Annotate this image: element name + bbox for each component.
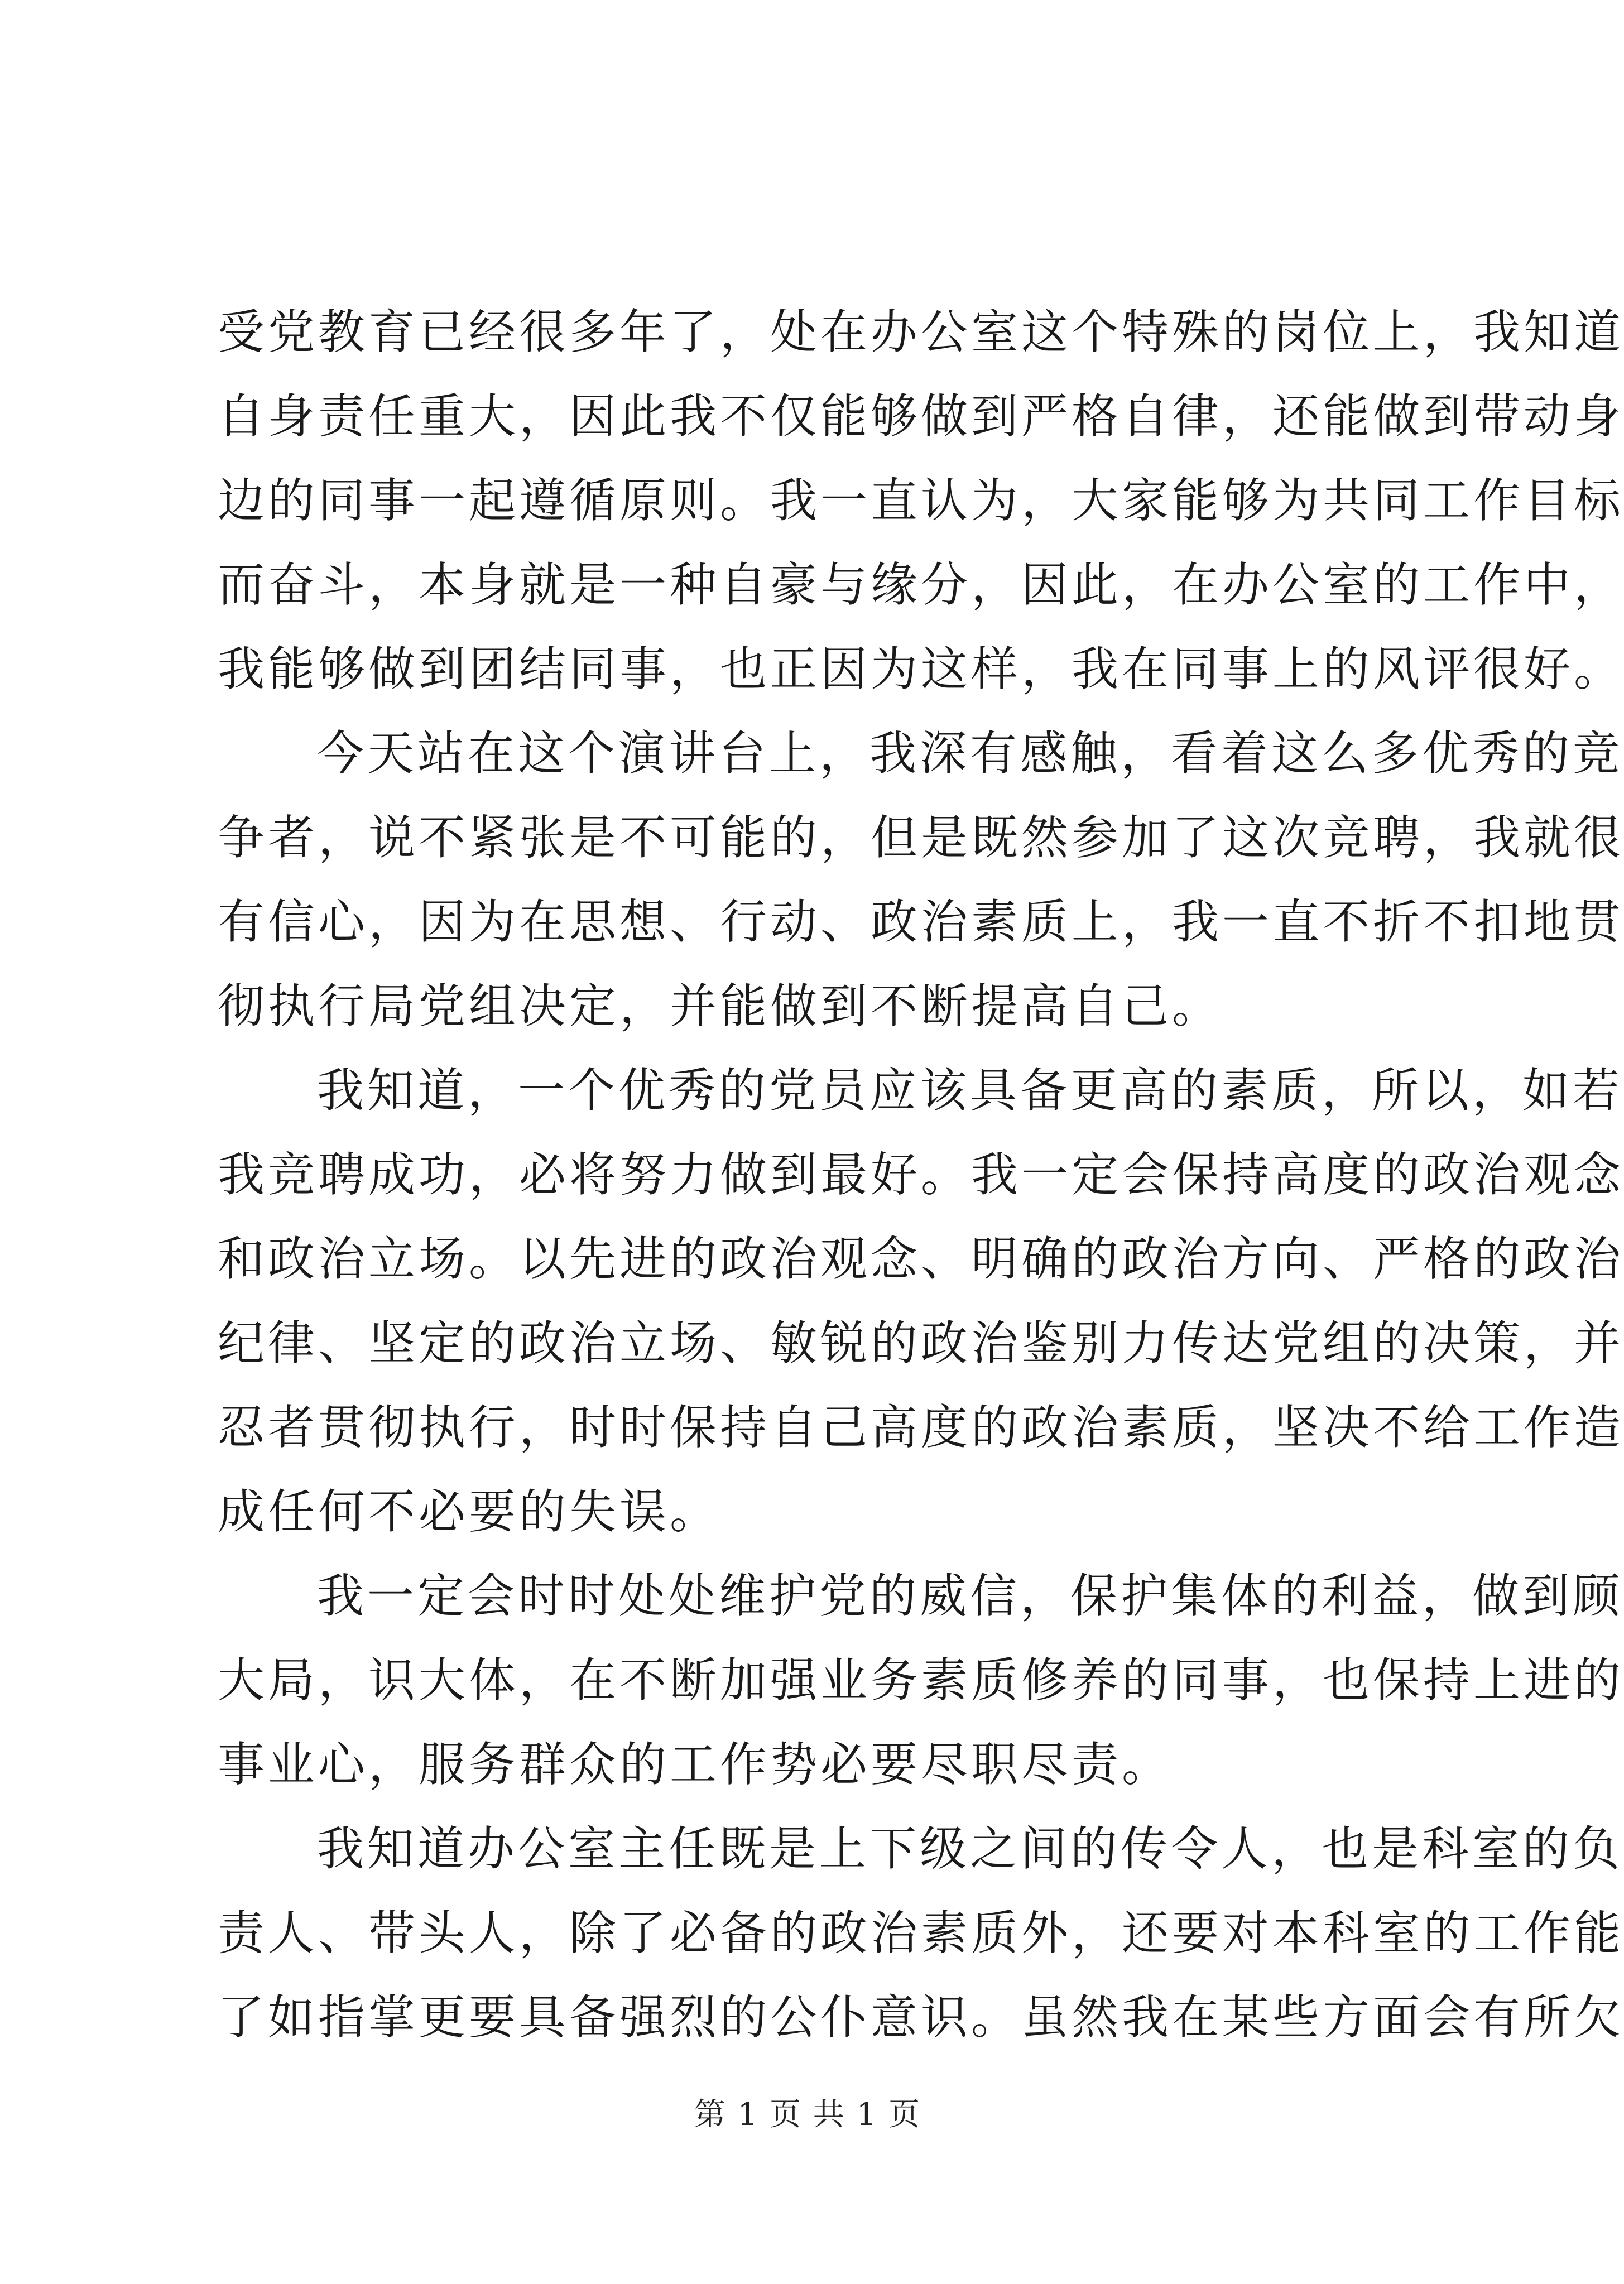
paragraph-2	[218, 711, 1624, 1049]
text-line: 责人、带头人，除了必备的政治素质外，还要对本科室的工作能	[218, 1906, 1624, 1960]
page-number-footer: 第 1 页 共 1 页	[694, 2097, 921, 2133]
paragraph-1	[218, 290, 1624, 711]
text-line: 忍者贯彻执行，时时保持自己高度的政治素质，坚决不给工作造	[218, 1400, 1624, 1455]
text-line: 受党教育已经很多年了，处在办公室这个特殊的岗位上，我知道	[218, 305, 1624, 359]
paragraph-5	[218, 1807, 1624, 2060]
text-line: 事业心，服务群众的工作势必要尽职尽责。	[218, 1737, 1173, 1792]
document-body	[218, 290, 1624, 2060]
text-line: 了如指掌更要具备强烈的公仆意识。虽然我在某些方面会有所欠	[218, 1990, 1624, 2045]
text-line: 我一定会时时处处维护党的威信，保护集体的利益，做到顾	[317, 1569, 1623, 1623]
paragraph-4	[218, 1554, 1624, 1807]
text-line: 我知道，一个优秀的党员应该具备更高的素质，所以，如若	[317, 1063, 1623, 1118]
text-line: 而奋斗，本身就是一种自豪与缘分，因此，在办公室的工作中，	[218, 557, 1624, 612]
text-line: 自身责任重大，因此我不仅能够做到严格自律，还能做到带动身	[218, 389, 1624, 444]
text-line: 大局，识大体，在不断加强业务素质修养的同事，也保持上进的	[218, 1653, 1624, 1708]
text-line: 和政治立场。以先进的政治观念、明确的政治方向、严格的政治	[218, 1232, 1624, 1286]
text-line: 彻执行局党组决定，并能做到不断提高自己。	[218, 979, 1223, 1033]
text-line: 我竞聘成功，必将努力做到最好。我一定会保持高度的政治观念	[218, 1147, 1624, 1202]
paragraph-3	[218, 1049, 1624, 1554]
text-line: 有信心，因为在思想、行动、政治素质上，我一直不折不扣地贯	[218, 895, 1624, 949]
text-line: 纪律、坚定的政治立场、敏锐的政治鉴别力传达党组的决策，并	[218, 1316, 1624, 1371]
text-line: 今天站在这个演讲台上，我深有感触，看着这么多优秀的竞	[317, 726, 1623, 781]
text-line: 我能够做到团结同事，也正因为这样，我在同事上的风评很好。	[218, 642, 1624, 696]
text-line: 争者，说不紧张是不可能的，但是既然参加了这次竞聘，我就很	[218, 810, 1624, 865]
text-line: 成任何不必要的失误。	[218, 1484, 720, 1539]
text-line: 边的同事一起遵循原则。我一直认为，大家能够为共同工作目标	[218, 473, 1624, 528]
text-line: 我知道办公室主任既是上下级之间的传令人，也是科室的负	[317, 1821, 1623, 1876]
